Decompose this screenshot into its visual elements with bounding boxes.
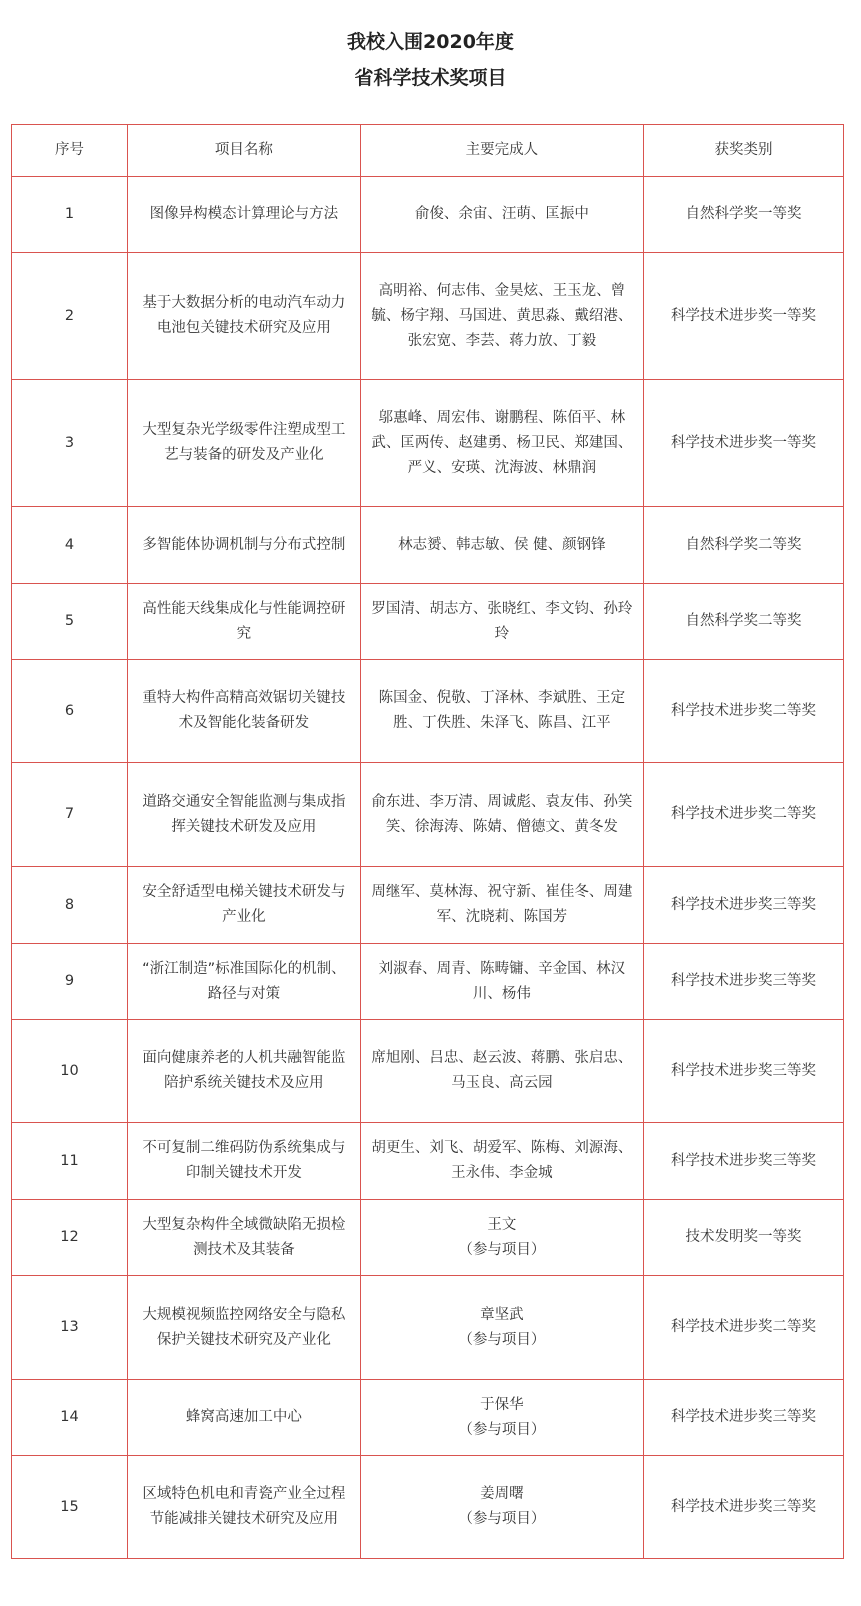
- table-row: [12, 1276, 844, 1380]
- project-name: “浙江制造”标准国际化的机制、路径与对策: [127, 944, 360, 1020]
- table-row: [12, 253, 844, 380]
- project-name: 面向健康养老的人机共融智能监陪护系统关键技术及应用: [127, 1020, 360, 1123]
- row-number: 4: [12, 507, 128, 584]
- table-row: [12, 584, 844, 660]
- header-project-name: 项目名称: [127, 125, 360, 177]
- row-number: 1: [12, 177, 128, 253]
- main-contributors: [360, 1200, 643, 1276]
- award-category: 科学技术进步奖一等奖: [643, 380, 843, 507]
- contributors-names: 周继军、莫林海、祝守新、崔佳冬、周建军、沈晓莉、陈国芳: [371, 884, 633, 925]
- main-contributors: [360, 1020, 643, 1123]
- award-category: 技术发明奖一等奖: [643, 1200, 843, 1276]
- contributors-names: 邬惠峰、周宏伟、谢鹏程、陈佰平、林武、匡两传、赵建勇、杨卫民、郑建国、严义、安瑛、沈海波、林鼎润: [371, 409, 633, 476]
- award-category: 科学技术进步奖三等奖: [643, 1380, 843, 1456]
- contributors-names: 林志赟、韩志敏、侯 健、颜钢锋: [398, 536, 606, 553]
- main-contributors: [360, 867, 643, 944]
- row-number: 7: [12, 763, 128, 867]
- project-name: 多智能体协调机制与分布式控制: [127, 507, 360, 584]
- row-number: 8: [12, 867, 128, 944]
- project-name: 高性能天线集成化与性能调控研究: [127, 584, 360, 660]
- contributors-names: 于保华: [480, 1396, 524, 1413]
- header-award-category: 获奖类别: [643, 125, 843, 177]
- contributors-names: 王文: [487, 1216, 517, 1233]
- award-category: 自然科学奖一等奖: [643, 177, 843, 253]
- table-row: [12, 380, 844, 507]
- participation-note: （参与项目）: [458, 1421, 546, 1438]
- project-name: 安全舒适型电梯关键技术研发与产业化: [127, 867, 360, 944]
- award-category: 自然科学奖二等奖: [643, 584, 843, 660]
- award-category: 科学技术进步奖三等奖: [643, 944, 843, 1020]
- row-number: 13: [12, 1276, 128, 1380]
- table-row: [12, 660, 844, 763]
- project-name: 大型复杂光学级零件注塑成型工艺与装备的研发及产业化: [127, 380, 360, 507]
- award-category: 科学技术进步奖三等奖: [643, 1020, 843, 1123]
- awards-table: [11, 124, 844, 1559]
- table-header-row: [12, 125, 844, 177]
- contributors-names: 姜周曙: [480, 1486, 524, 1502]
- award-category: 科学技术进步奖二等奖: [643, 1276, 843, 1380]
- row-number: 3: [12, 380, 128, 507]
- main-contributors: [360, 660, 643, 763]
- main-contributors: [360, 584, 643, 660]
- main-contributors: [360, 177, 643, 253]
- table-row: [12, 507, 844, 584]
- table-row: [12, 867, 844, 944]
- table-row: [12, 1020, 844, 1123]
- table-row: [12, 1380, 844, 1456]
- award-category: 科学技术进步奖二等奖: [643, 763, 843, 867]
- table-row: [12, 1456, 844, 1559]
- row-number: 14: [12, 1380, 128, 1456]
- participation-note: （参与项目）: [458, 1241, 546, 1258]
- project-name: 蜂窝高速加工中心: [127, 1380, 360, 1456]
- main-contributors: [360, 1123, 643, 1200]
- project-name: 基于大数据分析的电动汽车动力电池包关键技术研究及应用: [127, 253, 360, 380]
- project-name: 区域特色机电和青瓷产业全过程节能减排关键技术研究及应用: [127, 1456, 360, 1559]
- row-number: 11: [12, 1123, 128, 1200]
- project-name: 重特大构件高精高效锯切关键技术及智能化装备研发: [127, 660, 360, 763]
- title-line-2: 省科学技术奖项目: [354, 67, 507, 89]
- main-contributors: [360, 380, 643, 507]
- award-category: 科学技术进步奖三等奖: [643, 867, 843, 944]
- award-category: 科学技术进步奖一等奖: [643, 253, 843, 380]
- contributors-names: 刘淑春、周青、陈畴镛、辛金国、林汉川、杨伟: [378, 960, 626, 1002]
- header-main-contributors: 主要完成人: [360, 125, 643, 177]
- row-number: 12: [12, 1200, 128, 1276]
- award-category: 科学技术进步奖二等奖: [643, 660, 843, 763]
- main-contributors: [360, 763, 643, 867]
- contributors-names: 陈国金、倪敬、丁泽林、李斌胜、王定胜、丁佚胜、朱泽飞、陈昌、江平: [378, 690, 626, 731]
- table-row: [12, 1200, 844, 1276]
- contributors-names: 胡更生、刘飞、胡爱军、陈梅、刘源海、王永伟、李金城: [371, 1140, 633, 1181]
- participation-note: （参与项目）: [458, 1331, 546, 1348]
- table-row: [12, 944, 844, 1020]
- contributors-names: 俞俊、余宙、汪萌、匡振中: [414, 206, 589, 222]
- contributors-names: 俞东进、李万清、周诚彪、袁友伟、孙笑笑、徐海涛、陈婧、僧德文、黄冬发: [371, 793, 633, 835]
- table-row: [12, 1123, 844, 1200]
- award-category: 自然科学奖二等奖: [643, 507, 843, 584]
- row-number: 15: [12, 1456, 128, 1559]
- main-contributors: [360, 253, 643, 380]
- row-number: 6: [12, 660, 128, 763]
- contributors-names: 章坚武: [480, 1306, 524, 1323]
- main-contributors: [360, 507, 643, 584]
- participation-note: （参与项目）: [458, 1511, 546, 1527]
- project-name: 大型复杂构件全域微缺陷无损检测技术及其装备: [127, 1200, 360, 1276]
- award-category: 科学技术进步奖三等奖: [643, 1123, 843, 1200]
- row-number: 10: [12, 1020, 128, 1123]
- row-number: 5: [12, 584, 128, 660]
- row-number: 2: [12, 253, 128, 380]
- page-title: [0, 0, 861, 100]
- project-name: 大规模视频监控网络安全与隐私保护关键技术研究及产业化: [127, 1276, 360, 1380]
- contributors-names: 席旭刚、吕忠、赵云波、蒋鹏、张启忠、马玉良、高云园: [371, 1050, 633, 1091]
- main-contributors: [360, 1456, 643, 1559]
- project-name: 图像异构模态计算理论与方法: [127, 177, 360, 253]
- header-no: 序号: [12, 125, 128, 177]
- project-name: 不可复制二维码防伪系统集成与印制关键技术开发: [127, 1123, 360, 1200]
- table-row: [12, 763, 844, 867]
- contributors-names: 高明裕、何志伟、金昊炫、王玉龙、曾毓、杨宇翔、马国进、黄思淼、戴绍港、张宏宽、李芸、蒋力放、丁毅: [371, 282, 633, 349]
- title-line-1: 我校入围2020年度: [347, 31, 514, 53]
- main-contributors: [360, 944, 643, 1020]
- row-number: 9: [12, 944, 128, 1020]
- table-row: [12, 177, 844, 253]
- contributors-names: 罗国清、胡志方、张晓红、李文钧、孙玲玲: [371, 600, 633, 642]
- project-name: 道路交通安全智能监测与集成指挥关键技术研发及应用: [127, 763, 360, 867]
- main-contributors: [360, 1276, 643, 1380]
- award-category: 科学技术进步奖三等奖: [643, 1456, 843, 1559]
- main-contributors: [360, 1380, 643, 1456]
